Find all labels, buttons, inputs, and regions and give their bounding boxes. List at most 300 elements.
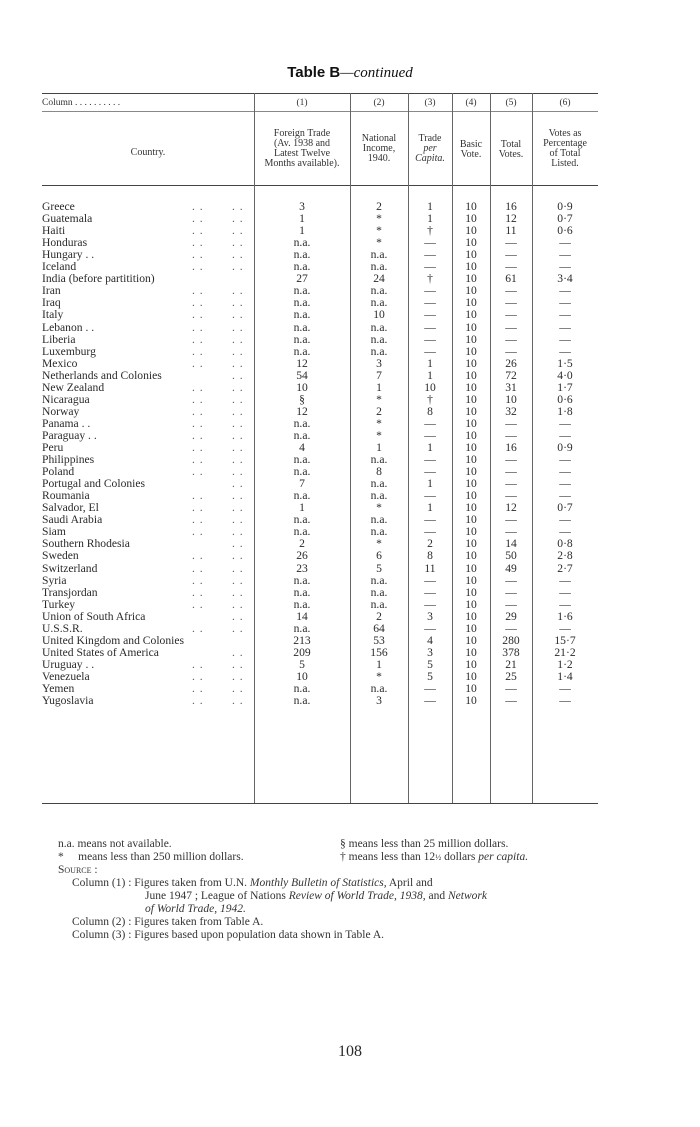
country-name: Union of South Africa [42, 611, 148, 623]
cell-c2: n.a. [370, 585, 388, 599]
cell-c2: * [376, 537, 382, 551]
cell-c2: 7 [376, 368, 382, 382]
cell-c3: 8 [427, 549, 433, 563]
cell-c5: — [505, 465, 517, 479]
country-name: India (before partitition) [42, 273, 158, 285]
cell-c6: — [559, 284, 571, 298]
cell-c3: — [424, 465, 436, 479]
cell-c1: 2 [299, 537, 305, 551]
cell-c4: 10 [465, 489, 477, 503]
cell-c4: 10 [465, 682, 477, 695]
table-row [42, 322, 598, 334]
leader-dots: . . [232, 236, 244, 250]
cell-c5: 26 [505, 356, 517, 370]
country-name: Paraguay . . [42, 430, 100, 442]
cell-c5: 11 [505, 224, 517, 238]
leader-dots: . . [192, 308, 204, 322]
cell-c4: 10 [465, 609, 477, 623]
cell-c5: 49 [505, 561, 517, 575]
cell-c4: 10 [465, 236, 477, 250]
country-name: Honduras [42, 237, 90, 249]
country-name: Panama . . [42, 418, 93, 430]
cell-c2: n.a. [370, 453, 388, 467]
cell-c2: 2 [376, 609, 382, 623]
cell-c4: 10 [465, 284, 477, 298]
note-col1-line3: of World Trade, 1942. [145, 903, 246, 915]
cell-c2: * [376, 236, 382, 250]
cell-c5: — [505, 332, 517, 346]
cell-c1: 209 [293, 645, 311, 659]
table-title-main: Table B [287, 64, 341, 81]
cell-c4: 10 [465, 537, 477, 551]
leader-dots: . . [232, 296, 244, 310]
cell-c2: n.a. [370, 260, 388, 274]
leader-dots: . . [192, 489, 204, 503]
leader-dots: . . [232, 513, 244, 527]
cell-c6: — [559, 465, 571, 479]
cell-c3: — [424, 597, 436, 611]
cell-c3: 5 [427, 657, 433, 671]
cell-c1: n.a. [293, 260, 311, 274]
cell-c6: 0·9 [557, 441, 573, 454]
cell-c3: — [424, 236, 436, 250]
leader-dots: . . [232, 212, 244, 226]
cell-c5: — [505, 525, 517, 539]
cell-c1: n.a. [293, 573, 311, 587]
table-title [0, 64, 700, 82]
cell-c2: n.a. [370, 320, 388, 334]
cell-c1: n.a. [293, 489, 311, 503]
cell-c5: — [505, 573, 517, 587]
cell-c5: — [505, 597, 517, 611]
cell-c1: 1 [299, 224, 305, 238]
cell-c2: 53 [373, 633, 385, 647]
col-title-3: Trade per Capita. [415, 133, 445, 164]
leader-dots: . . [232, 609, 244, 623]
note-dagger: † means less than 12½ dollars per capita. [340, 851, 529, 863]
cell-c5: — [505, 694, 517, 708]
leader-dots: . . [232, 694, 244, 708]
cell-c1: 10 [296, 669, 308, 683]
cell-c2: n.a. [370, 513, 388, 527]
cell-c5: 25 [505, 669, 517, 683]
cell-c5: — [505, 320, 517, 334]
cell-c4: 10 [465, 501, 477, 515]
cell-c2: n.a. [370, 284, 388, 298]
cell-c4: 10 [465, 549, 477, 563]
country-name: Haiti [42, 225, 68, 237]
leader-dots: . . [232, 284, 244, 298]
footnotes [58, 838, 618, 942]
cell-c6: — [559, 416, 571, 430]
cell-c4: 10 [465, 224, 477, 238]
cell-c6: 3·4 [557, 272, 573, 286]
note-col1-line1: Column (1) : Figures taken from U.N. Monthly Bulletin of Statistics, April and [72, 877, 433, 889]
cell-c5: — [505, 416, 517, 430]
cell-c1: n.a. [293, 236, 311, 250]
note-na: n.a. means not available. [58, 838, 172, 850]
leader-dots: . . . . . . . . [82, 98, 121, 108]
leader-dots: . . [232, 657, 244, 671]
leader-dots: . . [232, 380, 244, 394]
cell-c6: — [559, 260, 571, 274]
cell-c5: 31 [505, 380, 517, 394]
cell-c1: n.a. [293, 525, 311, 539]
cell-c5: 12 [505, 501, 517, 515]
country-name: Venezuela [42, 671, 93, 683]
cell-c4: 10 [465, 477, 477, 491]
cell-c5: — [505, 248, 517, 262]
cell-c2: 3 [376, 694, 382, 708]
cell-c1: 23 [296, 561, 308, 575]
leader-dots: . . [192, 236, 204, 250]
cell-c5: — [505, 284, 517, 298]
table-row [42, 346, 598, 358]
cell-c3: — [424, 513, 436, 527]
cell-c6: — [559, 296, 571, 310]
cell-c3: — [424, 260, 436, 274]
country-name: Salvador, El [42, 502, 102, 514]
cell-c1: n.a. [293, 428, 311, 442]
table-row [42, 695, 598, 707]
leader-dots: . . [192, 392, 204, 406]
leader-dots: . . [232, 308, 244, 322]
cell-c2: 10 [373, 308, 385, 322]
cell-c4: 10 [465, 645, 477, 659]
cell-c2: 3 [376, 356, 382, 370]
leader-dots: . . [232, 489, 244, 503]
leader-dots: . . [192, 380, 204, 394]
footnote-row [58, 851, 618, 864]
column-label: Column . . . . . . . . . . [42, 98, 121, 108]
cell-c6: — [559, 428, 571, 442]
cell-c1: 26 [296, 549, 308, 563]
leader-dots: . . [232, 392, 244, 406]
cell-c5: — [505, 428, 517, 442]
cell-c5: — [505, 513, 517, 527]
cell-c5: — [505, 682, 517, 695]
cell-c4: 10 [465, 404, 477, 418]
cell-c6: 0·6 [557, 224, 573, 238]
cell-c4: 10 [465, 320, 477, 334]
cell-c2: * [376, 428, 382, 442]
cell-c3: 5 [427, 669, 433, 683]
col-number-6: (6) [559, 98, 571, 108]
cell-c3: 1 [427, 477, 433, 491]
leader-dots: . . [232, 344, 244, 358]
footnote-row [58, 838, 618, 851]
cell-c1: 12 [296, 404, 308, 418]
cell-c3: † [427, 272, 433, 286]
country-name: Uruguay . . [42, 659, 97, 671]
cell-c6: — [559, 597, 571, 611]
cell-c6: 15·7 [554, 633, 576, 647]
note-col3: Column (3) : Figures based upon population data shown in Table A. [72, 929, 385, 941]
country-name: United Kingdom and Colonies [42, 635, 187, 647]
country-name: Iceland [42, 261, 79, 273]
col-number-3: (3) [424, 98, 436, 108]
leader-dots: . . [232, 549, 244, 563]
cell-c6: 1·2 [557, 657, 573, 671]
table-row [42, 394, 598, 406]
leader-dots: . . [192, 549, 204, 563]
cell-c3: † [427, 224, 433, 238]
country-name: Transjordan [42, 587, 101, 599]
cell-c1: n.a. [293, 585, 311, 599]
col-title-2: National Income, 1940. [361, 133, 397, 164]
cell-c6: 0·6 [557, 392, 573, 406]
cell-c2: n.a. [370, 489, 388, 503]
leader-dots: . . [192, 561, 204, 575]
table-row [42, 623, 598, 635]
country-name: Siam [42, 526, 69, 538]
leader-dots: . . [192, 669, 204, 683]
cell-c5: — [505, 260, 517, 274]
cell-c2: * [376, 669, 382, 683]
country-name: Peru [42, 442, 66, 454]
cell-c5: 21 [505, 657, 517, 671]
cell-c6: — [559, 477, 571, 491]
cell-c2: 1 [376, 657, 382, 671]
cell-c3: — [424, 585, 436, 599]
cell-c5: 29 [505, 609, 517, 623]
cell-c3: — [424, 332, 436, 346]
cell-c1: 54 [296, 368, 308, 382]
col-number-5: (5) [505, 98, 517, 108]
leader-dots: . . [192, 694, 204, 708]
cell-c5: — [505, 585, 517, 599]
table-row [42, 575, 598, 587]
leader-dots: . . [232, 453, 244, 467]
leader-dots: . . [232, 501, 244, 515]
leader-dots: . . [192, 296, 204, 310]
cell-c1: n.a. [293, 597, 311, 611]
cell-c3: — [424, 489, 436, 503]
cell-c3: 1 [427, 441, 433, 454]
cell-c2: * [376, 212, 382, 226]
table-row [42, 587, 598, 599]
cell-c4: 10 [465, 416, 477, 430]
cell-c3: — [424, 573, 436, 587]
country-name: Sweden [42, 550, 82, 562]
cell-c2: 8 [376, 465, 382, 479]
cell-c1: § [299, 392, 305, 406]
col-title-1: Foreign Trade (Av. 1938 and Latest Twelve Months available). [264, 128, 340, 169]
cell-c4: 10 [465, 585, 477, 599]
country-name: Philippines [42, 454, 97, 466]
col-number-2: (2) [373, 98, 385, 108]
cell-c1: 4 [299, 441, 305, 454]
leader-dots: . . [192, 200, 204, 213]
cell-c1: 14 [296, 609, 308, 623]
cell-c5: 16 [505, 441, 517, 454]
cell-c4: 10 [465, 513, 477, 527]
cell-c6: — [559, 308, 571, 322]
cell-c3: — [424, 284, 436, 298]
country-name: United States of America [42, 647, 162, 659]
cell-c5: — [505, 489, 517, 503]
country-name: Greece [42, 201, 78, 213]
leader-dots: . . [192, 224, 204, 238]
table-row [42, 599, 598, 611]
cell-c3: — [424, 296, 436, 310]
cell-c3: — [424, 320, 436, 334]
cell-c4: 10 [465, 248, 477, 262]
leader-dots: . . [192, 453, 204, 467]
leader-dots: . . [232, 561, 244, 575]
table-row [42, 370, 598, 382]
note-col2: Column (2) : Figures taken from Table A. [72, 916, 264, 928]
cell-c2: * [376, 501, 382, 515]
cell-c4: 10 [465, 561, 477, 575]
col-number-4: (4) [465, 98, 477, 108]
cell-c6: — [559, 248, 571, 262]
leader-dots: . . [232, 332, 244, 346]
cell-c3: 1 [427, 368, 433, 382]
table-top-rule [42, 93, 598, 94]
page-number: 108 [338, 1043, 362, 1060]
cell-c3: 3 [427, 645, 433, 659]
cell-c2: 1 [376, 380, 382, 394]
leader-dots: . . [232, 465, 244, 479]
leader-dots: . . [192, 657, 204, 671]
country-name: Iran [42, 285, 64, 297]
cell-c1: n.a. [293, 513, 311, 527]
cell-c1: n.a. [293, 296, 311, 310]
country-name: Poland [42, 466, 77, 478]
cell-c6: — [559, 453, 571, 467]
cell-c6: — [559, 682, 571, 695]
cell-c2: 5 [376, 561, 382, 575]
cell-c3: — [424, 694, 436, 708]
table-row [42, 382, 598, 394]
cell-c5: 14 [505, 537, 517, 551]
country-name: Guatemala [42, 213, 95, 225]
country-name: U.S.S.R. [42, 623, 86, 635]
cell-c5: 12 [505, 212, 517, 226]
cell-c4: 10 [465, 380, 477, 394]
note-col1-line2: June 1947 ; League of Nations Review of World Trade, 1938, and Network [145, 890, 487, 902]
leader-dots: . . [232, 368, 244, 382]
cell-c4: 10 [465, 465, 477, 479]
cell-c4: 10 [465, 332, 477, 346]
country-name: Portugal and Colonies [42, 478, 148, 490]
leader-dots: . . [232, 682, 244, 695]
cell-c6: — [559, 489, 571, 503]
cell-c5: 16 [505, 200, 517, 213]
cell-c6: — [559, 694, 571, 708]
cell-c1: 213 [293, 633, 311, 647]
leader-dots: . . [192, 416, 204, 430]
cell-c2: 156 [370, 645, 388, 659]
leader-dots: . . [232, 597, 244, 611]
cell-c2: 2 [376, 200, 382, 213]
cell-c2: 1 [376, 441, 382, 454]
country-name: Netherlands and Colonies [42, 370, 165, 382]
cell-c2: * [376, 392, 382, 406]
country-name: Roumania [42, 490, 93, 502]
leader-dots: . . [232, 645, 244, 659]
cell-c2: n.a. [370, 477, 388, 491]
cell-c4: 10 [465, 308, 477, 322]
cell-c4: 10 [465, 368, 477, 382]
cell-c4: 10 [465, 428, 477, 442]
cell-c5: 61 [505, 272, 517, 286]
country-name: Norway [42, 406, 82, 418]
cell-c6: 0·7 [557, 212, 573, 226]
leader-dots: . . [192, 621, 204, 635]
cell-c2: 24 [373, 272, 385, 286]
cell-c1: n.a. [293, 308, 311, 322]
leader-dots: . . [232, 224, 244, 238]
cell-c1: n.a. [293, 248, 311, 262]
leader-dots: . . [192, 284, 204, 298]
cell-c6: 1·6 [557, 609, 573, 623]
leader-dots: . . [192, 682, 204, 695]
cell-c3: — [424, 453, 436, 467]
cell-c2: * [376, 224, 382, 238]
leader-dots: . . [192, 585, 204, 599]
cell-c2: n.a. [370, 296, 388, 310]
leader-dots: . . [232, 669, 244, 683]
leader-dots: . . [232, 441, 244, 454]
country-name: Saudi Arabia [42, 514, 105, 526]
table-title-suffix: —continued [340, 65, 413, 81]
col-number-1: (1) [296, 98, 308, 108]
cell-c1: 3 [299, 200, 305, 213]
table-bottom-rule [42, 803, 598, 804]
cell-c4: 10 [465, 272, 477, 286]
cell-c4: 10 [465, 344, 477, 358]
cell-c2: n.a. [370, 597, 388, 611]
leader-dots: . . [192, 501, 204, 515]
country-name: Nicaragua [42, 394, 93, 406]
leader-dots: . . [232, 416, 244, 430]
cell-c3: 3 [427, 609, 433, 623]
country-name: Iraq [42, 297, 64, 309]
cell-c4: 10 [465, 573, 477, 587]
cell-c5: — [505, 344, 517, 358]
cell-c4: 10 [465, 260, 477, 274]
cell-c3: 1 [427, 212, 433, 226]
table-row [42, 635, 598, 647]
cell-c1: 12 [296, 356, 308, 370]
country-name: Yemen [42, 683, 77, 695]
cell-c6: — [559, 236, 571, 250]
leader-dots: . . [192, 573, 204, 587]
cell-c1: n.a. [293, 682, 311, 695]
cell-c3: — [424, 308, 436, 322]
cell-c6: 2·8 [557, 549, 573, 563]
cell-c6: 1·8 [557, 404, 573, 418]
cell-c1: 27 [296, 272, 308, 286]
country-header: Country. [130, 147, 166, 158]
cell-c1: n.a. [293, 621, 311, 635]
cell-c4: 10 [465, 441, 477, 454]
cell-c2: n.a. [370, 682, 388, 695]
cell-c6: — [559, 332, 571, 346]
cell-c2: n.a. [370, 573, 388, 587]
cell-c1: n.a. [293, 320, 311, 334]
country-name: New Zealand [42, 382, 107, 394]
table-row [42, 563, 598, 575]
country-name: Yugoslavia [42, 695, 97, 707]
cell-c2: 64 [373, 621, 385, 635]
cell-c1: 10 [296, 380, 308, 394]
table-row [42, 550, 598, 562]
cell-c6: — [559, 320, 571, 334]
cell-c2: 6 [376, 549, 382, 563]
